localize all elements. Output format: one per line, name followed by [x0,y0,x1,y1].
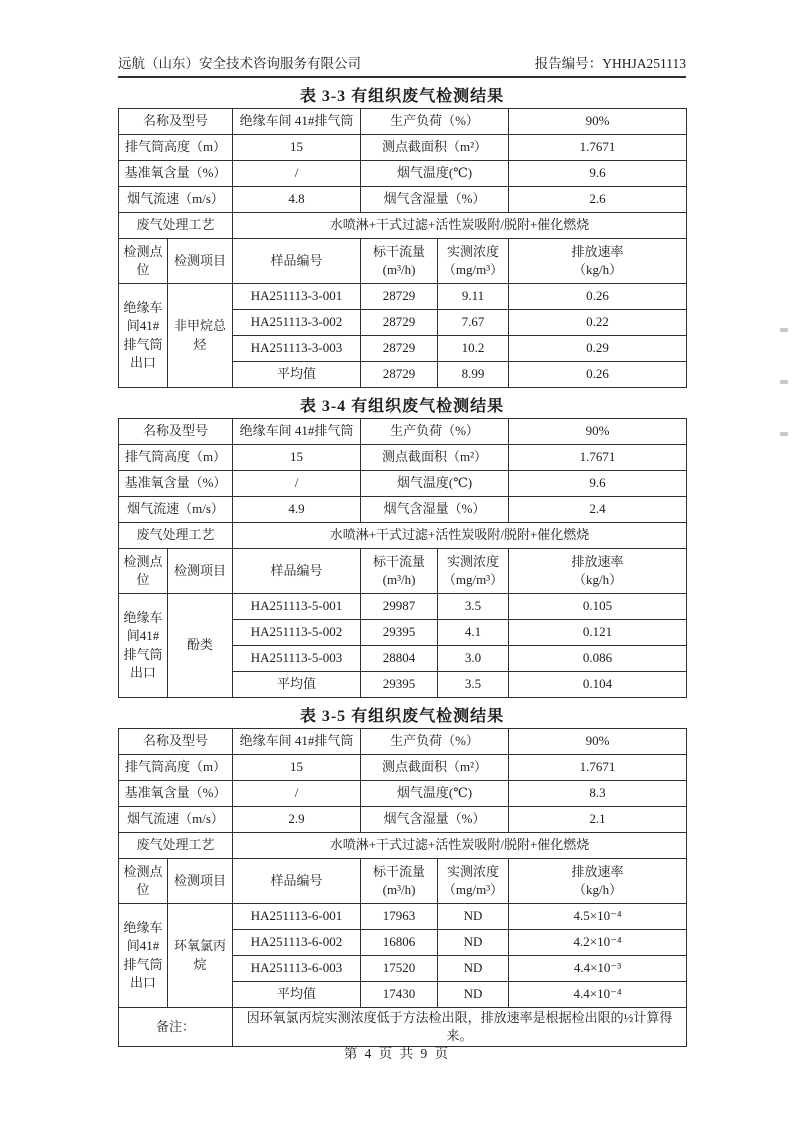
rate-cell: 4.2×10⁻⁴ [509,930,687,956]
info-value-cell: 2.1 [509,807,687,833]
info-label-cell: 生产负荷（%） [361,109,509,135]
info-value-cell: 1.7671 [509,135,687,161]
company-name: 远航（山东）安全技术咨询服务有限公司 [118,56,361,71]
info-label-cell: 烟气流速（m/s） [119,187,233,213]
conc-cell: 8.99 [438,362,509,388]
col-header-sample: 样品编号 [233,239,361,284]
sample-cell: 平均值 [233,672,361,698]
info-label-cell: 烟气含湿量（%） [361,497,509,523]
info-value-cell: 2.6 [509,187,687,213]
rate-cell: 0.29 [509,336,687,362]
info-label-cell: 烟气温度(℃) [361,471,509,497]
flow-cell: 16806 [361,930,438,956]
info-value-cell: 4.9 [233,497,361,523]
col-header-flow: 标干流量 (m³/h) [361,239,438,284]
col-header-rate: 排放速率 （kg/h） [509,239,687,284]
flow-cell: 28804 [361,646,438,672]
flow-cell: 29395 [361,620,438,646]
col-header-flow: 标干流量 (m³/h) [361,549,438,594]
info-value-cell: 90% [509,419,687,445]
col-header-conc: 实测浓度 （mg/m³） [438,859,509,904]
info-value-cell: 9.6 [509,161,687,187]
info-value-cell: 绝缘车间 41#排气筒 [233,109,361,135]
detection-header-row [119,239,687,284]
info-row [119,729,687,755]
data-row [119,904,687,930]
item-cell: 非甲烷总烃 [168,284,233,388]
flow-cell: 17520 [361,956,438,982]
info-value-cell: 1.7671 [509,445,687,471]
rate-cell: 0.105 [509,594,687,620]
sample-cell: HA251113-3-001 [233,284,361,310]
detection-header-row [119,549,687,594]
table-3-3 [118,108,687,388]
flow-cell: 28729 [361,336,438,362]
scan-edge-marks [780,328,790,484]
info-value-cell: 1.7671 [509,755,687,781]
col-header-sample: 样品编号 [233,549,361,594]
info-value-cell: 2.4 [509,497,687,523]
detection-header-row [119,859,687,904]
table-3-3-title: 表 3-3 有组织废气检测结果 [299,88,505,105]
sample-cell: HA251113-5-001 [233,594,361,620]
sample-cell: 平均值 [233,982,361,1008]
flow-cell: 28729 [361,284,438,310]
info-value-cell: 4.8 [233,187,361,213]
info-label-cell: 基准氧含量（%） [119,471,233,497]
info-value-cell: 2.9 [233,807,361,833]
col-header-item: 检测项目 [168,549,233,594]
info-label-cell: 烟气含湿量（%） [361,187,509,213]
flow-cell: 29987 [361,594,438,620]
flow-cell: 17430 [361,982,438,1008]
info-row [119,109,687,135]
process-label-cell: 废气处理工艺 [119,213,233,239]
info-label-cell: 名称及型号 [119,109,233,135]
data-row [119,284,687,310]
col-header-rate: 排放速率 （kg/h） [509,549,687,594]
conc-cell: ND [438,930,509,956]
info-label-cell: 名称及型号 [119,729,233,755]
conc-cell: 9.11 [438,284,509,310]
flow-cell: 28729 [361,310,438,336]
info-label-cell: 测点截面积（m²） [361,135,509,161]
rate-cell: 4.4×10⁻³ [509,956,687,982]
point-cell: 绝缘车间41#排气筒出口 [119,594,168,698]
process-value-cell: 水喷淋+干式过滤+活性炭吸附/脱附+催化燃烧 [233,213,687,239]
info-row [119,471,687,497]
report-number: 报告编号：YHHJA251113 [534,56,686,71]
process-value-cell: 水喷淋+干式过滤+活性炭吸附/脱附+催化燃烧 [233,833,687,859]
sample-cell: HA251113-6-001 [233,904,361,930]
info-label-cell: 排气筒高度（m） [119,135,233,161]
page-content [118,0,686,1047]
info-value-cell: 90% [509,109,687,135]
info-label-cell: 生产负荷（%） [361,419,509,445]
sample-cell: HA251113-3-003 [233,336,361,362]
sample-cell: 平均值 [233,362,361,388]
table-3-4 [118,418,687,698]
info-label-cell: 烟气流速（m/s） [119,497,233,523]
conc-cell: ND [438,904,509,930]
rate-cell: 0.104 [509,672,687,698]
rate-cell: 0.22 [509,310,687,336]
item-cell: 环氧氯丙烷 [168,904,233,1008]
info-row [119,161,687,187]
conc-cell: ND [438,956,509,982]
conc-cell: 4.1 [438,620,509,646]
rate-cell: 0.086 [509,646,687,672]
rate-cell: 0.121 [509,620,687,646]
page-number: 第 4 页 共 9 页 [343,1046,451,1061]
col-header-item: 检测项目 [168,239,233,284]
data-row [119,594,687,620]
info-label-cell: 烟气温度(℃) [361,781,509,807]
col-header-conc: 实测浓度 （mg/m³） [438,239,509,284]
point-cell: 绝缘车间41#排气筒出口 [119,284,168,388]
col-header-sample: 样品编号 [233,859,361,904]
rate-cell: 4.4×10⁻⁴ [509,982,687,1008]
sample-cell: HA251113-3-002 [233,310,361,336]
sample-cell: HA251113-6-003 [233,956,361,982]
conc-cell: 10.2 [438,336,509,362]
remark-row [119,1008,687,1047]
info-value-cell: / [233,161,361,187]
info-label-cell: 基准氧含量（%） [119,781,233,807]
info-label-cell: 排气筒高度（m） [119,445,233,471]
process-row [119,523,687,549]
rate-cell: 0.26 [509,362,687,388]
info-label-cell: 生产负荷（%） [361,729,509,755]
process-label-cell: 废气处理工艺 [119,833,233,859]
info-row [119,445,687,471]
conc-cell: 3.0 [438,646,509,672]
process-value-cell: 水喷淋+干式过滤+活性炭吸附/脱附+催化燃烧 [233,523,687,549]
info-value-cell: / [233,471,361,497]
sample-cell: HA251113-6-002 [233,930,361,956]
remark-label-cell: 备注： [119,1008,233,1047]
flow-cell: 17963 [361,904,438,930]
info-value-cell: 15 [233,135,361,161]
flow-cell: 29395 [361,672,438,698]
col-header-conc: 实测浓度 （mg/m³） [438,549,509,594]
info-row [119,755,687,781]
info-row [119,781,687,807]
info-row [119,419,687,445]
info-label-cell: 名称及型号 [119,419,233,445]
conc-cell: 3.5 [438,672,509,698]
process-label-cell: 废气处理工艺 [119,523,233,549]
process-row [119,213,687,239]
info-value-cell: 15 [233,445,361,471]
report-header [118,0,686,78]
sample-cell: HA251113-5-003 [233,646,361,672]
point-cell: 绝缘车间41#排气筒出口 [119,904,168,1008]
info-value-cell: 90% [509,729,687,755]
info-row [119,187,687,213]
col-header-point: 检测点位 [119,549,168,594]
conc-cell: 7.67 [438,310,509,336]
info-value-cell: 9.6 [509,471,687,497]
info-label-cell: 烟气含湿量（%） [361,807,509,833]
info-value-cell: 绝缘车间 41#排气筒 [233,729,361,755]
flow-cell: 28729 [361,362,438,388]
info-value-cell: 8.3 [509,781,687,807]
col-header-rate: 排放速率 （kg/h） [509,859,687,904]
rate-cell: 4.5×10⁻⁴ [509,904,687,930]
table-3-5 [118,728,687,1047]
item-cell: 酚类 [168,594,233,698]
sample-cell: HA251113-5-002 [233,620,361,646]
info-label-cell: 烟气流速（m/s） [119,807,233,833]
rate-cell: 0.26 [509,284,687,310]
remark-text-cell: 因环氧氯丙烷实测浓度低于方法检出限，排放速率是根据检出限的½计算得来。 [233,1008,687,1047]
col-header-item: 检测项目 [168,859,233,904]
col-header-point: 检测点位 [119,239,168,284]
table-3-5-title: 表 3-5 有组织废气检测结果 [299,708,505,725]
page-footer [0,1042,794,1062]
conc-cell: 3.5 [438,594,509,620]
col-header-flow: 标干流量 (m³/h) [361,859,438,904]
table-3-4-title: 表 3-4 有组织废气检测结果 [299,398,505,415]
process-row [119,833,687,859]
info-label-cell: 测点截面积（m²） [361,445,509,471]
info-label-cell: 测点截面积（m²） [361,755,509,781]
info-row [119,807,687,833]
info-value-cell: 绝缘车间 41#排气筒 [233,419,361,445]
info-row [119,135,687,161]
info-label-cell: 基准氧含量（%） [119,161,233,187]
info-label-cell: 排气筒高度（m） [119,755,233,781]
conc-cell: ND [438,982,509,1008]
col-header-point: 检测点位 [119,859,168,904]
info-value-cell: 15 [233,755,361,781]
info-value-cell: / [233,781,361,807]
info-row [119,497,687,523]
info-label-cell: 烟气温度(℃) [361,161,509,187]
